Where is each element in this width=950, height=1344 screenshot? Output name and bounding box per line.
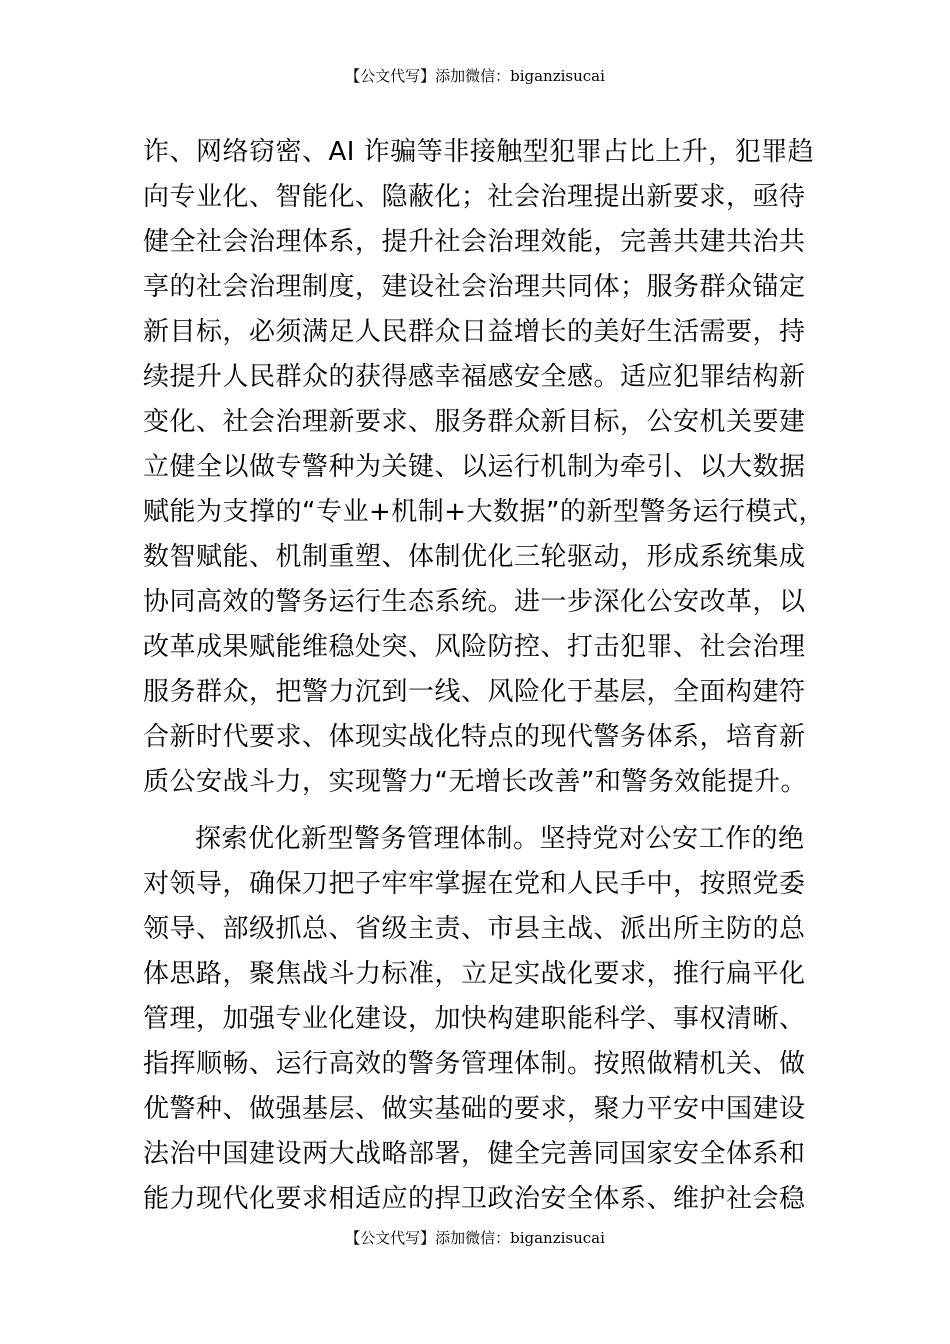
paragraph-gap — [143, 805, 823, 817]
body-text — [143, 130, 826, 1222]
text-line: 合新时代要求、体现实战化特点的现代警务体系，培育新 — [143, 722, 806, 752]
text-line: 改革成果赋能维稳处突、风险防控、打击犯罪、社会治理 — [143, 632, 806, 662]
paragraph-2 — [143, 817, 823, 1222]
text-line: 新目标，必须满足人民群众日益增长的美好生活需要，持 — [143, 317, 806, 347]
text-line: 探索优化新型警务管理体制。坚持党对公安工作的绝 — [195, 824, 805, 854]
text-line: 法治中国建设两大战略部署，健全完善同国家安全体系和 — [143, 1139, 806, 1169]
text-line: 向专业化、智能化、隐蔽化；社会治理提出新要求，亟待 — [143, 182, 806, 212]
text-line: 健全社会治理体系，提升社会治理效能，完善共建共治共 — [143, 227, 806, 257]
text-line: 赋能为支撑的“专业+机制+大数据”的新型警务运行模式， — [143, 497, 826, 527]
text-line: 续提升人民群众的获得感幸福感安全感。适应犯罪结构新 — [143, 362, 806, 392]
text-line: 体思路，聚焦战斗力标准，立足实战化要求，推行扁平化 — [143, 959, 806, 989]
text-line: 质公安战斗力，实现警力“无增长改善”和警务效能提升。 — [143, 767, 807, 797]
page-header: 【公文代写】添加微信：biganzisucai — [345, 67, 605, 85]
text-line: 管理，加强专业化建设，加快构建职能科学、事权清晰、 — [143, 1004, 806, 1034]
text-line: 指挥顺畅、运行高效的警务管理体制。按照做精机关、做 — [143, 1049, 806, 1079]
text-line: 能力现代化要求相适应的捍卫政治安全体系、维护社会稳 — [143, 1184, 806, 1214]
text-line: 数智赋能、机制重塑、体制优化三轮驱动，形成系统集成 — [143, 542, 806, 572]
paragraph-1 — [143, 130, 826, 805]
text-line: 协同高效的警务运行生态系统。进一步深化公安改革，以 — [143, 587, 806, 617]
page-footer: 【公文代写】添加微信：biganzisucai — [345, 1229, 605, 1247]
text-line: 享的社会治理制度，建设社会治理共同体；服务群众锚定 — [143, 272, 806, 302]
text-line: 变化、社会治理新要求、服务群众新目标，公安机关要建 — [143, 407, 806, 437]
text-line: 服务群众，把警力沉到一线、风险化于基层，全面构建符 — [143, 677, 806, 707]
text-line: 立健全以做专警种为关键、以运行机制为牵引、以大数据 — [143, 452, 806, 482]
text-line: 领导、部级抓总、省级主责、市县主战、派出所主防的总 — [143, 914, 806, 944]
text-line: 对领导，确保刀把子牢牢掌握在党和人民手中，按照党委 — [143, 869, 806, 899]
text-line: 诈、网络窃密、AI 诈骗等非接触型犯罪占比上升，犯罪趋 — [143, 137, 815, 167]
text-line: 优警种、做强基层、做实基础的要求，聚力平安中国建设 — [143, 1094, 806, 1124]
